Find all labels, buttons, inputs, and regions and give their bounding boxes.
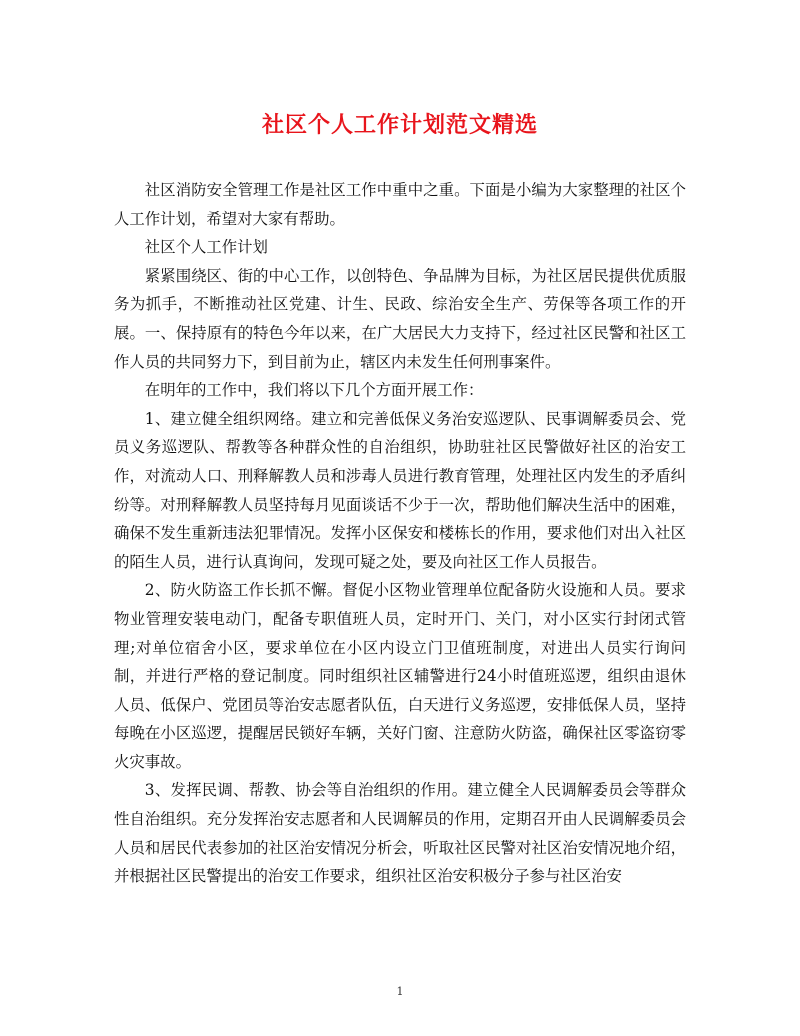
- paragraph-intro: 社区消防安全管理工作是社区工作中重中之重。下面是小编为大家整理的社区个人工作计划，希望对大家有帮助。: [114, 181, 686, 228]
- paragraph-item-2: 2、防火防盗工作长抓不懈。督促小区物业管理单位配备防火设施和人员。要求物业管理安装电动门，配备专职值班人员，定时开门、关门，对小区实行封闭式管理;对单位宿舍小区，要求单位在小区内设立门卫值班制度，对进出人员实行询问制，并进行严格的登记制度。同时组织社区辅警进行24小时值班巡逻，组织由退休人员、低保户、党团员等治安志愿者队伍，白天进行义务巡逻，安排低保人员，坚持每晚在小区巡逻，提醒居民锁好车辆，关好门窗、注意防火防盗，确保社区零盗窃零火灾事故。: [114, 581, 686, 771]
- page-number: 1: [396, 985, 404, 998]
- document-title: 社区个人工作计划范文精选: [261, 112, 538, 138]
- document-body: [114, 176, 686, 891]
- paragraph-overview: 紧紧围绕区、街的中心工作，以创特色、争品牌为目标，为社区居民提供优质服务为抓手，不断推动社区党建、计生、民政、综治安全生产、劳保等各项工作的开展。一、保持原有的特色今年以来，在广大居民大力支持下，经过社区民警和社区工作人员的共同努力下，到目前为止，辖区内未发生任何刑事案件。: [114, 266, 686, 371]
- paragraph-subheading: 社区个人工作计划: [144, 238, 268, 257]
- paragraph-item-3: 3、发挥民调、帮教、协会等自治组织的作用。建立健全人民调解委员会等群众性自治组织。充分发挥治安志愿者和人民调解员的作用，定期召开由人民调解委员会人员和居民代表参加的社区治安情况分析会，听取社区民警对社区治安情况地介绍，并根据社区民警提出的治安工作要求，组织社区治安积极分子参与社区治安: [114, 781, 686, 886]
- paragraph-plan-lead: 在明年的工作中，我们将以下几个方面开展工作：: [144, 381, 484, 400]
- paragraph-item-1: 1、建立健全组织网络。建立和完善低保义务治安巡逻队、民事调解委员会、党员义务巡逻队、帮教等各种群众性的自治组织，协助驻社区民警做好社区的治安工作，对流动人口、刑释解教人员和涉毒人员进行教育管理，处理社区内发生的矛盾纠纷等。对刑释解教人员坚持每月见面谈话不少于一次，帮助他们解决生活中的困难，确保不发生重新违法犯罪情况。发挥小区保安和楼栋长的作用，要求他们对出入社区的陌生人员，进行认真询问，发现可疑之处，要及向社区工作人员报告。: [114, 409, 686, 571]
